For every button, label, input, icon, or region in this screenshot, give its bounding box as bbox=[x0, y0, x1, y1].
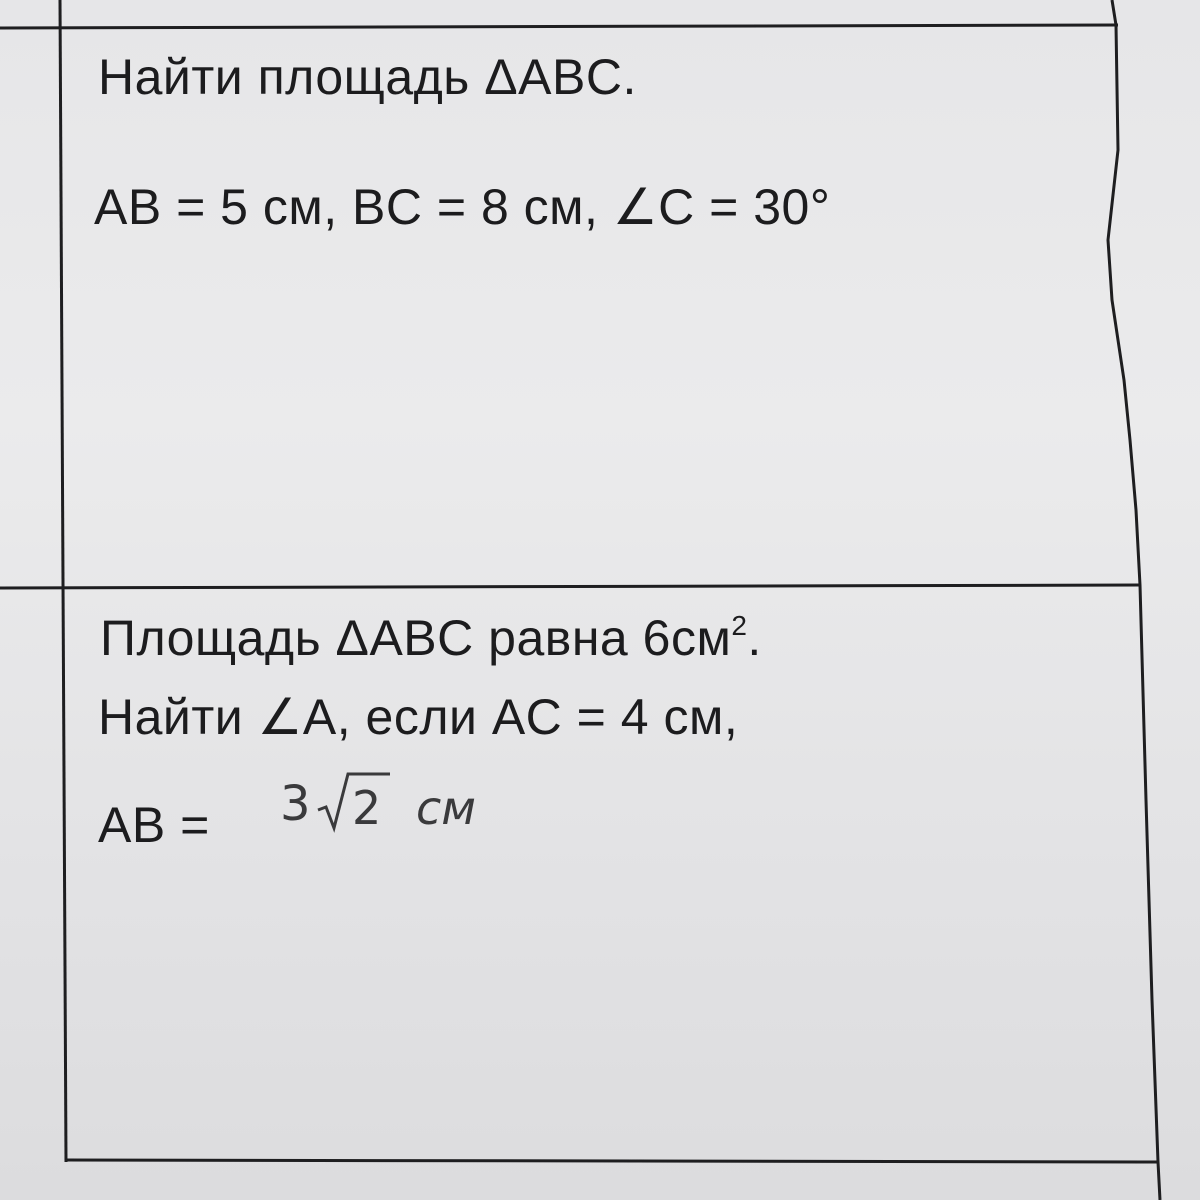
problem-1-given: AB = 5 см, BC = 8 см, ∠C = 30° bbox=[94, 179, 831, 235]
handwritten-unit: см bbox=[416, 781, 476, 835]
superscript: 2 bbox=[731, 610, 748, 641]
period: . bbox=[747, 610, 762, 666]
handwritten-coefficient: 3 bbox=[280, 776, 311, 832]
problem-2-line-1 bbox=[100, 610, 762, 666]
problem-2-line-2: Найти ∠A, если AC = 4 см, bbox=[98, 689, 739, 745]
handwritten-radicand: 2 bbox=[352, 781, 382, 835]
handwritten-answer bbox=[278, 770, 508, 840]
problem-2-statement: Площадь ΔABC равна 6см bbox=[100, 610, 732, 666]
problem-2-ab-label: AB = bbox=[98, 797, 210, 853]
problem-1-title: Найти площадь ΔABC. bbox=[98, 49, 637, 105]
